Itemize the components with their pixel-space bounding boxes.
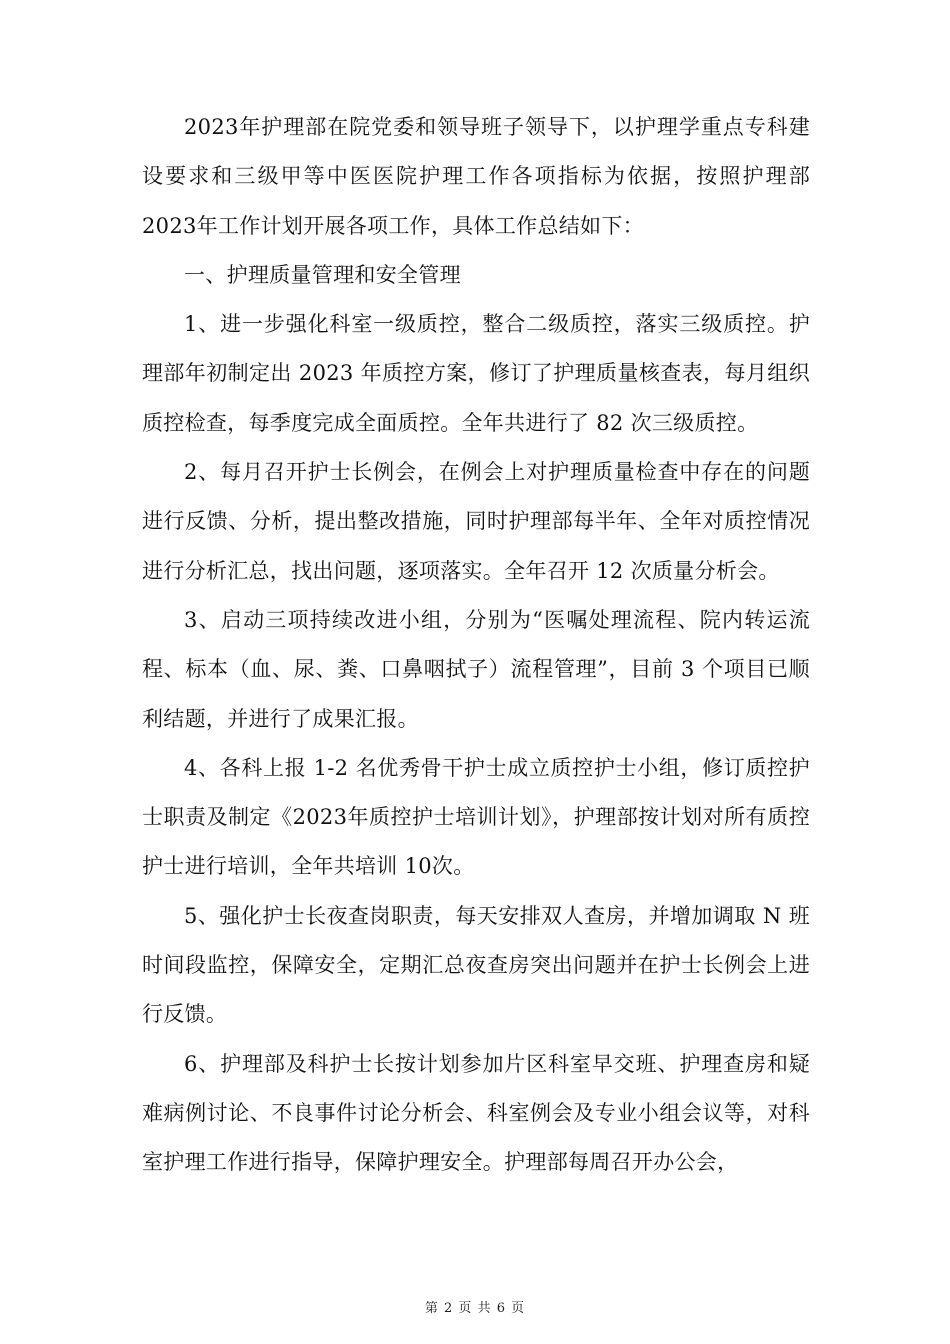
paragraph-item-6: 6、护理部及科护士长按计划参加片区科室早交班、护理查房和疑难病例讨论、不良事件讨论分析会、科室例会及专业小组会议等，对科室护理工作进行指导，保障护理安全。护理部每周召开办公会，	[142, 1051, 810, 1175]
page-number-footer: 第 2 页 共 6 页	[424, 1301, 526, 1316]
paragraph-item-3: 3、启动三项持续改进小组，分别为“医嘱处理流程、院内转运流程、标本（血、尿、粪、口鼻咽拭子）流程管理”，目前 3 个项目已顺利结题，并进行了成果汇报。	[142, 607, 810, 731]
paragraph-intro: 2023年护理部在院党委和领导班子领导下，以护理学重点专科建设要求和三级甲等中医医院护理工作各项指标为依据，按照护理部2023年工作计划开展各项工作，具体工作总结如下：	[142, 115, 810, 238]
paragraph-item-4: 4、各科上报 1-2 名优秀骨干护士成立质控护士小组，修订质控护士职责及制定《2023年质控护士培训计划》，护理部按计划对所有质控护士进行培训，全年共培训 10次。	[142, 755, 810, 879]
paragraph-item-2: 2、每月召开护士长例会，在例会上对护理质量检查中存在的问题进行反馈、分析，提出整改措施，同时护理部每半年、全年对质控情况进行分析汇总，找出问题，逐项落实。全年召开 12 次质量分析会。	[142, 460, 810, 583]
paragraph-item-1: 1、进一步强化科室一级质控，整合二级质控，落实三级质控。护理部年初制定出 2023 年质控方案，修订了护理质量核查表，每月组织质控检查，每季度完成全面质控。全年共进行了 82 次三级质控。	[142, 312, 810, 435]
section-heading-quality-safety: 一、护理质量管理和安全管理	[184, 262, 461, 287]
document-body	[142, 103, 810, 1188]
paragraph-item-5: 5、强化护士长夜查岗职责，每天安排双人查房，并增加调取 N 班时间段监控，保障安全，定期汇总夜查房突出问题并在护士长例会上进行反馈。	[142, 903, 810, 1027]
